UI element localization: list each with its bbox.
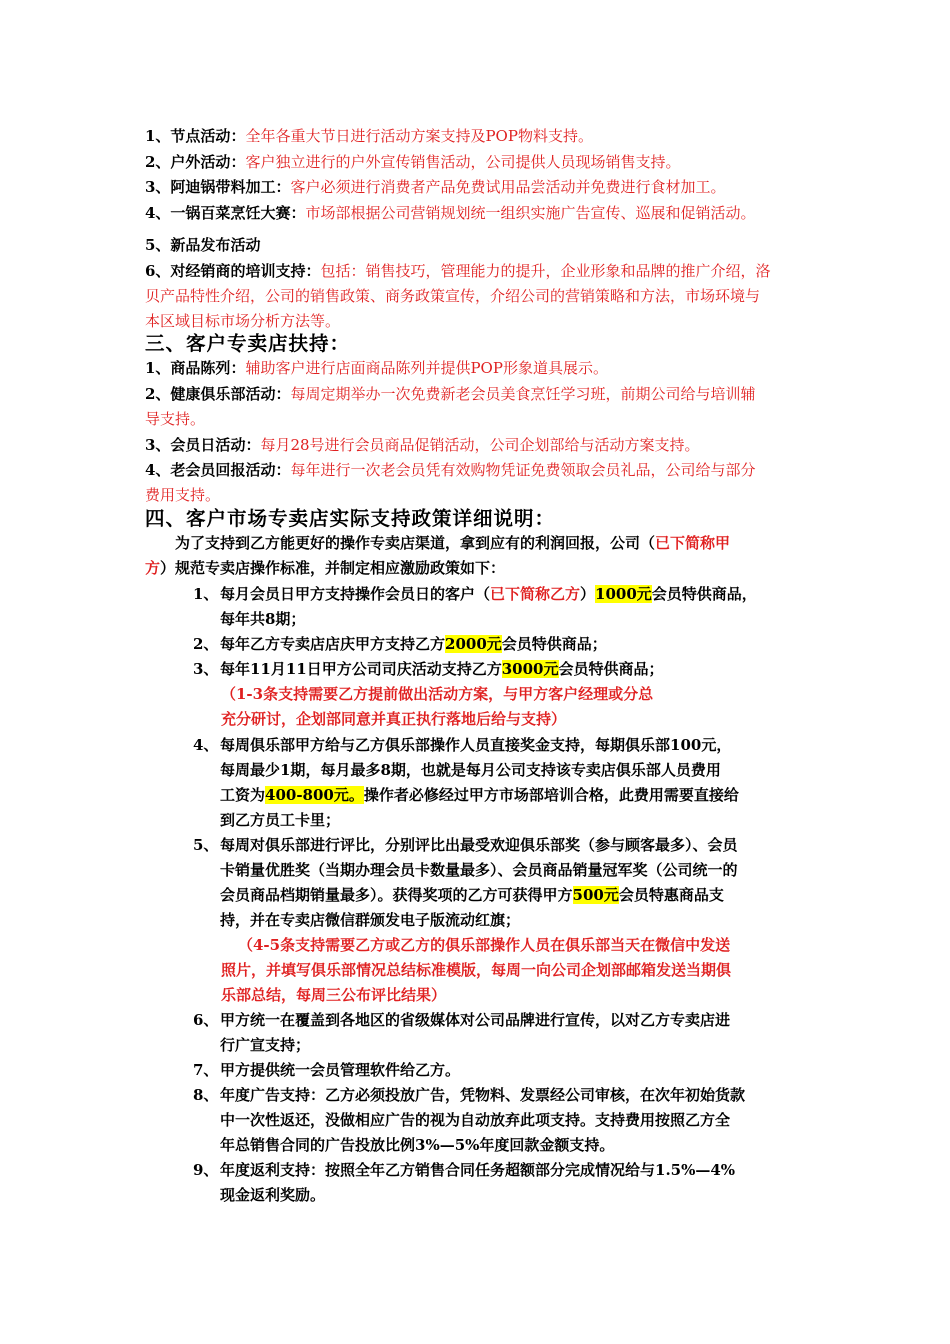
policy-text: ） <box>580 585 596 603</box>
training-line-1 <box>145 259 770 283</box>
intro-text: 为了支持到乙方能更好的操作专卖店渠道，拿到应有的利润回报，公司（ <box>175 534 656 552</box>
intro-red-text: 已下简称甲 <box>655 534 731 552</box>
item-label: 5、新品发布活动 <box>145 236 261 254</box>
item-label: 3、阿迪锅带料加工： <box>145 178 291 196</box>
policy-item-2 <box>220 632 607 656</box>
item-text: 每周定期举办一次免费新老会员美食烹饪学习班，前期公司给与培训辅 <box>290 385 756 403</box>
highlight-amount: 1000元 <box>595 585 652 603</box>
policy-text: 会员特供商品； <box>558 660 664 678</box>
item-number: 8、 <box>193 1086 219 1104</box>
policy-item-6: 甲方统一在覆盖到各地区的省级媒体对公司品牌进行宣传，以对乙方专卖店进 <box>220 1011 731 1029</box>
policy-item-4-cont: 到乙方员工卡里； <box>220 811 341 829</box>
section-four-heading: 四、客户市场专卖店实际支持政策详细说明： <box>145 507 556 530</box>
item-label: 4、老会员回报活动： <box>145 461 291 479</box>
item-number: 6、 <box>193 1011 219 1029</box>
intro-red-text: 方 <box>145 559 161 577</box>
policy-item-9-cont: 现金返利奖励。 <box>220 1186 326 1204</box>
list-item <box>145 150 680 174</box>
highlight-amount: 400-800元。 <box>265 786 364 804</box>
item-label: 4、一锅百菜烹饪大赛： <box>145 204 306 222</box>
item-text: 市场部根据公司营销规划统一组织实施广告宣传、巡展和促销活动。 <box>305 204 756 222</box>
item-text: 每月28号进行会员商品促销活动，公司企划部给与活动方案支持。 <box>260 436 700 454</box>
policy-item-5: 每周对俱乐部进行评比，分别评比出最受欢迎俱乐部奖（参与顾客最多）、会员 <box>220 836 738 854</box>
policy-item-8: 年度广告支持：乙方必须投放广告，凭物料、发票经公司审核，在次年初始货款 <box>220 1086 746 1104</box>
training-text: 包括：销售技巧，管理能力的提升，企业形象和品牌的推广介绍，洛 <box>320 262 771 280</box>
list-item <box>145 356 608 380</box>
policy-item-3 <box>220 657 664 681</box>
list-item <box>145 382 755 406</box>
intro-line-1 <box>175 531 730 555</box>
item-text-cont: 导支持。 <box>145 410 206 428</box>
item-number: 1、 <box>193 585 219 603</box>
list-item <box>145 201 755 225</box>
highlight-amount: 3000元 <box>501 660 559 678</box>
item-text: 每年进行一次老会员凭有效购物凭证免费领取会员礼品，公司给与部分 <box>290 461 756 479</box>
item-text-cont: 费用支持。 <box>145 486 221 504</box>
policy-item-8-cont: 年总销售合同的广告投放比例3%—5%年度回款金额支持。 <box>220 1136 615 1154</box>
policy-item-1-cont: 每年共8期； <box>220 610 306 628</box>
item-label: 2、户外活动： <box>145 153 246 171</box>
intro-line-2 <box>145 556 505 580</box>
highlight-amount: 500元 <box>572 886 619 904</box>
item-number: 4、 <box>193 736 219 754</box>
policy-item-9: 年度返利支持：按照全年乙方销售合同任务超额部分完成情况给与1.5%—4% <box>220 1161 736 1179</box>
policy-item-5-cont <box>220 883 724 907</box>
training-line-3: 本区域目标市场分析方法等。 <box>145 312 341 330</box>
policy-text: 操作者必修经过甲方市场部培训合格，此费用需要直接给 <box>363 786 739 804</box>
policy-item-6-cont: 行广宣支持； <box>220 1036 311 1054</box>
item-label: 1、商品陈列： <box>145 359 246 377</box>
policy-item-8-cont: 中一次性返还，没做相应广告的视为自动放弃此项支持。支持费用按照乙方全 <box>220 1111 731 1129</box>
policy-note: （1-3条支持需要乙方提前做出活动方案，与甲方客户经理或分总 <box>221 685 654 703</box>
policy-item-5-cont: 持，并在专卖店微信群颁发电子版流动红旗； <box>220 911 521 929</box>
policy-text: 会员特惠商品支 <box>618 886 724 904</box>
item-number: 5、 <box>193 836 219 854</box>
item-text: 辅助客户进行店面商品陈列并提供POP形象道具展示。 <box>245 359 608 377</box>
policy-text: 每月会员日甲方支持操作会员日的客户（ <box>220 585 491 603</box>
policy-item-4-cont: 每周最少1期，每月最多8期，也就是每月公司支持该专卖店俱乐部人员费用 <box>220 761 721 779</box>
item-text: 客户独立进行的户外宣传销售活动，公司提供人员现场销售支持。 <box>245 153 681 171</box>
intro-text: ）规范专卖店操作标准，并制定相应激励政策如下： <box>160 559 506 577</box>
policy-item-4: 每周俱乐部甲方给与乙方俱乐部操作人员直接奖金支持，每期俱乐部100元， <box>220 736 732 754</box>
item-label: 1、节点活动： <box>145 127 246 145</box>
policy-text: 会员特供商品， <box>651 585 757 603</box>
item-number: 3、 <box>193 660 219 678</box>
training-label: 6、对经销商的培训支持： <box>145 262 321 280</box>
policy-note: （4-5条支持需要乙方或乙方的俱乐部操作人员在俱乐部当天在微信中发送 <box>238 936 731 954</box>
policy-text: 会员商品档期销量最多）。获得奖项的乙方可获得甲方 <box>220 886 573 904</box>
training-line-2: 贝产品特性介绍，公司的销售政策、商务政策宣传，介绍公司的营销策略和方法，市场环境与 <box>145 287 761 305</box>
policy-red-text: 已下简称乙方 <box>490 585 581 603</box>
list-item <box>145 175 725 199</box>
item-text: 全年各重大节日进行活动方案支持及POP物料支持。 <box>245 127 593 145</box>
section-three-heading: 三、客户专卖店扶持： <box>145 332 351 355</box>
policy-item-5-cont: 卡销量优胜奖（当期办理会员卡数量最多）、会员商品销量冠军奖（公司统一的 <box>220 861 738 879</box>
highlight-amount: 2000元 <box>445 635 502 653</box>
item-label: 2、健康俱乐部活动： <box>145 385 291 403</box>
policy-text: 每年乙方专卖店店庆甲方支持乙方 <box>220 635 446 653</box>
policy-text: 工资为 <box>220 786 266 804</box>
policy-note: 照片，并填写俱乐部情况总结标准模版，每周一向公司企划部邮箱发送当期俱 <box>221 961 732 979</box>
item-text: 客户必须进行消费者产品免费试用品尝活动并免费进行食材加工。 <box>290 178 726 196</box>
item-number: 7、 <box>193 1061 219 1079</box>
list-item <box>145 433 700 457</box>
policy-item-1 <box>220 582 757 606</box>
list-item <box>145 124 593 148</box>
policy-note: 乐部总结，每周三公布评比结果） <box>221 986 447 1004</box>
policy-item-7: 甲方提供统一会员管理软件给乙方。 <box>220 1061 461 1079</box>
policy-note: 充分研讨，企划部同意并真正执行落地后给与支持） <box>221 710 567 728</box>
item-label: 3、会员日活动： <box>145 436 261 454</box>
list-item <box>145 233 260 257</box>
policy-text: 会员特供商品； <box>501 635 607 653</box>
policy-item-4-cont <box>220 783 739 807</box>
policy-text: 每年11月11日甲方公司司庆活动支持乙方 <box>220 660 502 678</box>
item-number: 9、 <box>193 1161 219 1179</box>
item-number: 2、 <box>193 635 219 653</box>
list-item <box>145 458 755 482</box>
